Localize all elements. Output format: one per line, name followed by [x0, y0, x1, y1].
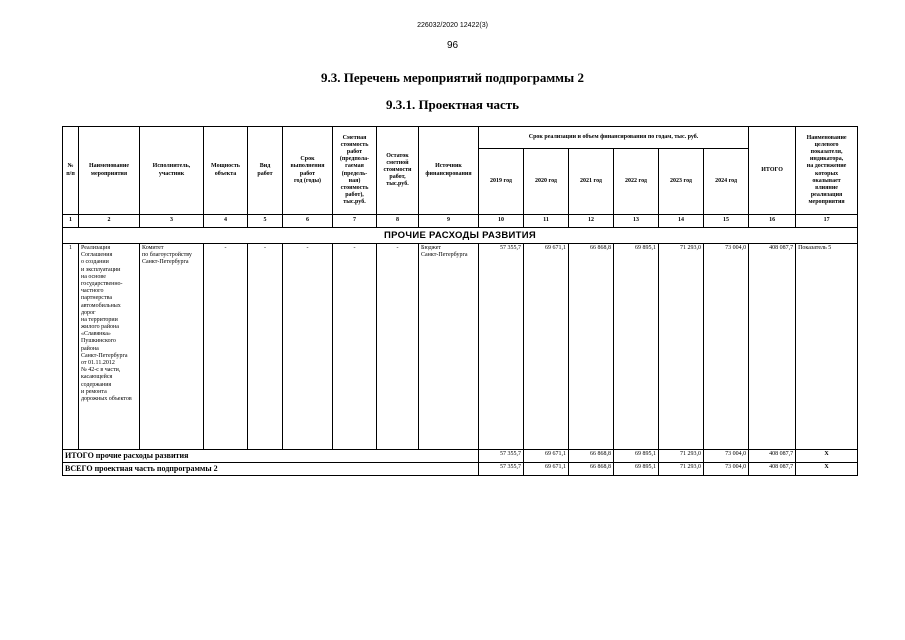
- row-indicator: Показатель 5: [796, 244, 858, 450]
- header-num: № п/п: [63, 127, 79, 215]
- column-number: 9: [419, 215, 479, 228]
- row-value: 57 355,7: [479, 244, 524, 450]
- column-number: 17: [796, 215, 858, 228]
- row-total: 408 087,7: [749, 244, 796, 450]
- subtotal-value: 69 671,1: [524, 450, 569, 463]
- header-executor: Исполнитель, участник: [140, 127, 204, 215]
- column-number: 12: [569, 215, 614, 228]
- section-subtitle: 9.3.1. Проектная часть: [385, 97, 520, 112]
- section-row: [63, 228, 858, 244]
- subtotal-label: ИТОГО прочие расходы развития: [63, 450, 479, 463]
- column-number: 14: [659, 215, 704, 228]
- subtotal-value: 71 293,0: [659, 450, 704, 463]
- header-remaining: Остаток сметной стоимости работ, тыс.руб.: [377, 127, 419, 215]
- grand-total-total: 408 087,7: [749, 463, 796, 476]
- grand-total-value: 69 671,1: [524, 463, 569, 476]
- header-source: Источник финансирования: [419, 127, 479, 215]
- subtotal-value: 57 355,7: [479, 450, 524, 463]
- header-estimate: Сметная стоимость работ (предпола- гаемая (предель- ная) стоимость работ), тыс.руб.: [333, 127, 377, 215]
- subtotal-mark: Х: [796, 450, 858, 463]
- row-value: 66 868,8: [569, 244, 614, 450]
- header-name: Наименование мероприятия: [79, 127, 140, 215]
- header-year: 2020 год: [524, 149, 569, 215]
- row-capacity: -: [204, 244, 248, 450]
- measures-table: [62, 126, 858, 476]
- header-work-type: Вид работ: [248, 127, 283, 215]
- row-name: Реализация Соглашения о создании и эксплуатации на основе государственно- частного партнерства автомобильных дорог на территории жилого района «Славянка» Пушкинского района Санкт-Петербурга от 01.11.2012 № 42-с в части, касающейся содержания и ремонта дорожных объектов: [79, 244, 140, 450]
- column-number: 7: [333, 215, 377, 228]
- subtotal-value: 66 868,8: [569, 450, 614, 463]
- column-number: 15: [704, 215, 749, 228]
- subtotal-value: 73 004,0: [704, 450, 749, 463]
- grand-total-label: ВСЕГО проектная часть подпрограммы 2: [63, 463, 479, 476]
- row-work-type: -: [248, 244, 283, 450]
- column-number: 16: [749, 215, 796, 228]
- column-number: 2: [79, 215, 140, 228]
- column-number-row: [63, 215, 858, 228]
- grand-total-value: 71 293,0: [659, 463, 704, 476]
- row-duration: -: [283, 244, 333, 450]
- header-year: 2022 год: [614, 149, 659, 215]
- column-number: 5: [248, 215, 283, 228]
- column-number: 3: [140, 215, 204, 228]
- row-executor: Комитет по благоустройству Санкт-Петербурга: [140, 244, 204, 450]
- section-title: ПРОЧИЕ РАСХОДЫ РАЗВИТИЯ: [63, 228, 858, 244]
- grand-total-value: 69 895,1: [614, 463, 659, 476]
- column-number: 4: [204, 215, 248, 228]
- grand-total-value: 73 004,0: [704, 463, 749, 476]
- column-number: 8: [377, 215, 419, 228]
- row-value: 69 895,1: [614, 244, 659, 450]
- document-id: 226032/2020 12422(3): [417, 22, 488, 29]
- grand-total-mark: Х: [796, 463, 858, 476]
- column-number: 11: [524, 215, 569, 228]
- table-row: [63, 244, 858, 450]
- column-number: 10: [479, 215, 524, 228]
- grand-total-value: 66 868,8: [569, 463, 614, 476]
- grand-total-row: [63, 463, 858, 476]
- column-number: 6: [283, 215, 333, 228]
- row-remaining: -: [377, 244, 419, 450]
- row-value: 71 293,0: [659, 244, 704, 450]
- page-number: 96: [446, 40, 459, 51]
- row-source: Бюджет Санкт-Петербурга: [419, 244, 479, 450]
- row-num: 1: [63, 244, 79, 450]
- row-value: 73 004,0: [704, 244, 749, 450]
- header-period-group: Срок реализации и объем финансирования по годам, тыс. руб.: [479, 127, 749, 149]
- header-total: ИТОГО: [749, 127, 796, 215]
- page-title: 9.3. Перечень мероприятий подпрограммы 2: [321, 70, 584, 85]
- subtotal-value: 69 895,1: [614, 450, 659, 463]
- row-estimate: -: [333, 244, 377, 450]
- header-year: 2019 год: [479, 149, 524, 215]
- subtotal-row: [63, 450, 858, 463]
- column-number: 1: [63, 215, 79, 228]
- header-duration: Срок выполнения работ год (годы): [283, 127, 333, 215]
- column-number: 13: [614, 215, 659, 228]
- header-capacity: Мощность объекта: [204, 127, 248, 215]
- header-year: 2021 год: [569, 149, 614, 215]
- header-year: 2024 год: [704, 149, 749, 215]
- subtotal-total: 408 087,7: [749, 450, 796, 463]
- header-year: 2023 год: [659, 149, 704, 215]
- header-indicator: Наименование целевого показателя, индикатора, на достижение которых оказывает влияние реализация мероприятия: [796, 127, 858, 215]
- grand-total-value: 57 355,7: [479, 463, 524, 476]
- row-value: 69 671,1: [524, 244, 569, 450]
